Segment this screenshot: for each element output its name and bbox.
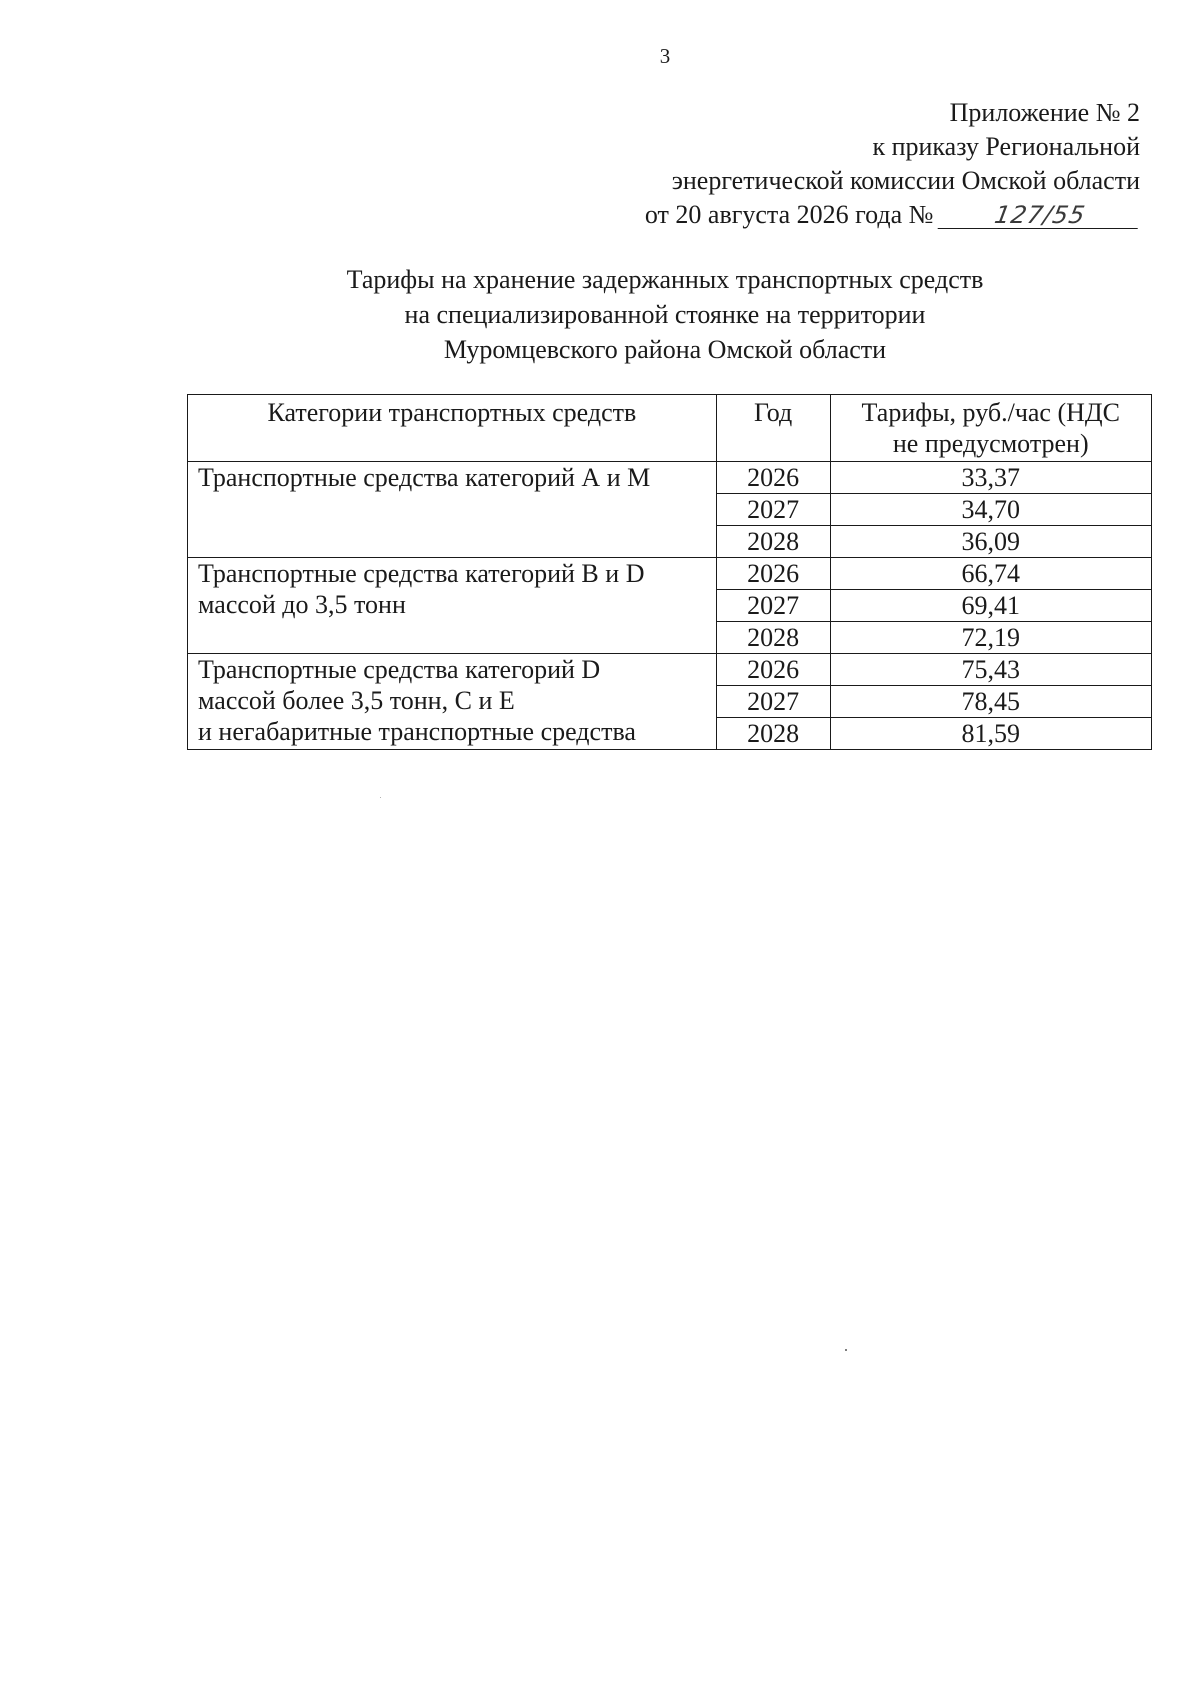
- header-tariff: [830, 395, 1151, 462]
- table-row: [188, 558, 1152, 590]
- table-header-row: [188, 395, 1152, 462]
- category-line: и негабаритные транспортные средства: [198, 717, 636, 746]
- header-category: Категории транспортных средств: [188, 395, 717, 462]
- appendix-order-ref: к приказу Региональной: [872, 132, 1140, 161]
- year-cell: 2026: [716, 462, 830, 494]
- tariff-cell: 36,09: [830, 526, 1151, 558]
- tariff-cell: 81,59: [830, 718, 1151, 750]
- scan-speck: [845, 1349, 847, 1351]
- tariff-cell: 34,70: [830, 494, 1151, 526]
- category-cell: [188, 462, 717, 558]
- category-cell: [188, 654, 717, 750]
- year-cell: 2026: [716, 558, 830, 590]
- appendix-block: [645, 96, 1140, 232]
- table-row: [188, 654, 1152, 686]
- handwritten-order-number: 127/55: [938, 202, 1143, 229]
- tariff-cell: 78,45: [830, 686, 1151, 718]
- appendix-date: от 20 августа 2026 года №: [644, 200, 934, 229]
- table-body: [188, 462, 1152, 750]
- title-line-2: на специализированной стоянке на территории: [404, 300, 926, 329]
- year-cell: 2028: [716, 718, 830, 750]
- year-cell: 2028: [716, 622, 830, 654]
- category-cell: [188, 558, 717, 654]
- appendix-commission: энергетической комиссии Омской области: [671, 166, 1140, 195]
- year-cell: 2027: [716, 590, 830, 622]
- category-line: Транспортные средства категорий А и М: [198, 463, 651, 492]
- category-line: массой более 3,5 тонн, С и Е: [198, 686, 515, 715]
- header-tariff-line-1: Тарифы, руб./час (НДС: [861, 398, 1120, 427]
- title-line-1: Тарифы на хранение задержанных транспортных средств: [346, 265, 984, 294]
- header-tariff-line-2: не предусмотрен): [892, 429, 1089, 458]
- header-year: Год: [716, 395, 830, 462]
- year-cell: 2028: [716, 526, 830, 558]
- year-cell: 2027: [716, 686, 830, 718]
- tariff-cell: 69,41: [830, 590, 1151, 622]
- scan-speck: [380, 797, 381, 798]
- tariff-cell: 66,74: [830, 558, 1151, 590]
- year-cell: 2026: [716, 654, 830, 686]
- page-number: 3: [659, 44, 671, 68]
- tariff-cell: 75,43: [830, 654, 1151, 686]
- category-line: Транспортные средства категорий D: [198, 655, 601, 684]
- tariff-cell: 33,37: [830, 462, 1151, 494]
- appendix-title: Приложение № 2: [949, 98, 1140, 127]
- year-cell: 2027: [716, 494, 830, 526]
- appendix-date-line: [645, 198, 1140, 232]
- category-line: массой до 3,5 тонн: [198, 590, 406, 619]
- tariff-cell: 72,19: [830, 622, 1151, 654]
- document-title: [0, 262, 1200, 367]
- title-line-3: Муромцевского района Омской области: [443, 335, 887, 364]
- category-line: Транспортные средства категорий В и D: [198, 559, 645, 588]
- tariff-table: [187, 394, 1152, 750]
- table-row: [188, 462, 1152, 494]
